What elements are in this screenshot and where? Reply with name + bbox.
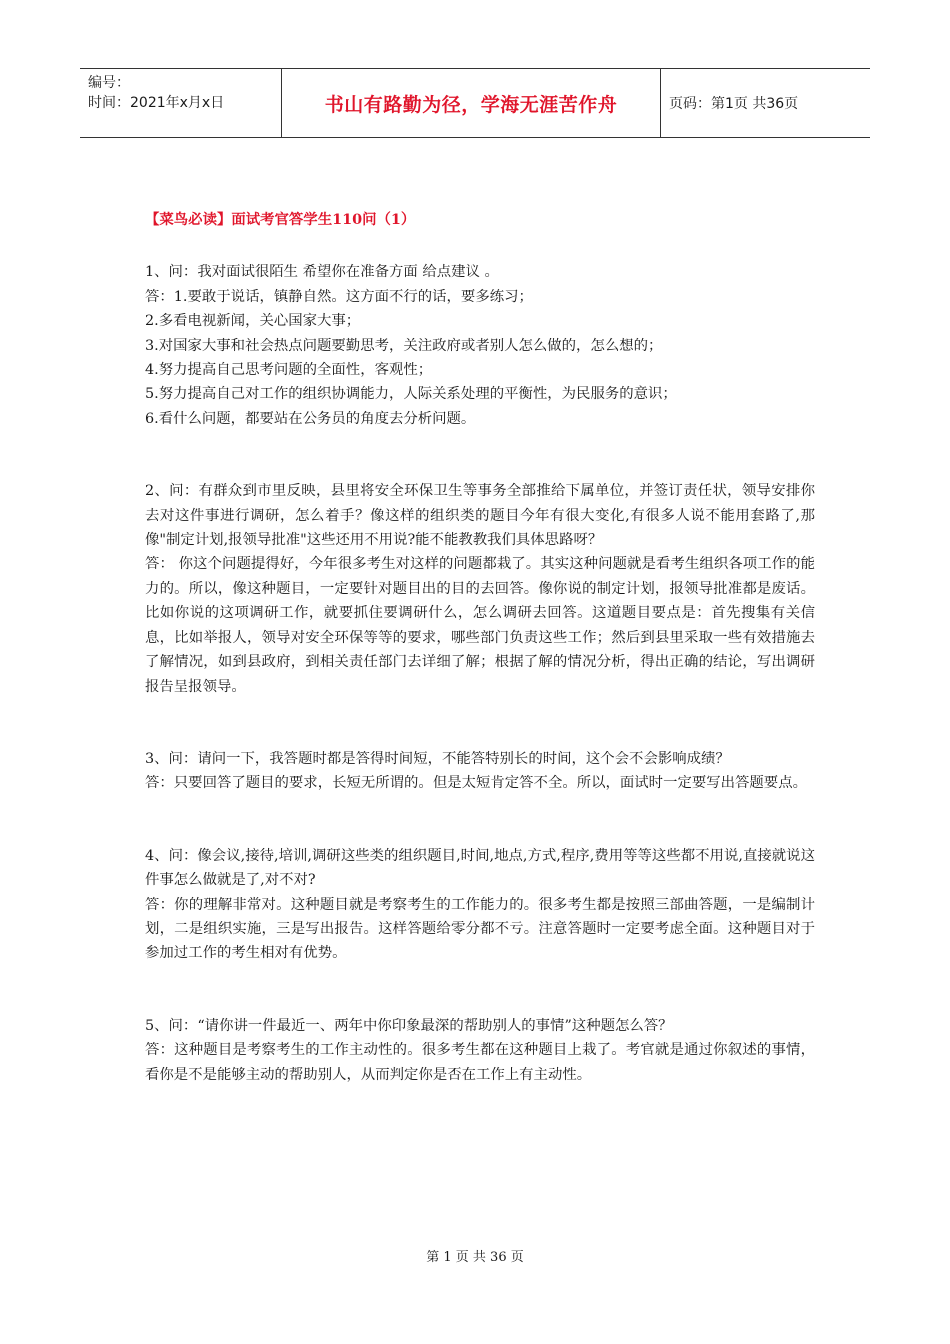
qa-line: 答：1.要敢于说话，镇静自然。这方面不行的话，要多练习； bbox=[145, 288, 533, 305]
qa-line: 5.努力提高自己对工作的组织协调能力，人际关系处理的平衡性，为民服务的意识； bbox=[145, 386, 677, 403]
qa-line: 2、问：有群众到市里反映，县里将安全环保卫生等事务全部推给下属单位，并签订责任状，领导安排你去对这件事进行调研，怎么着手？像这样的组织类的题目今年有很大变化,有很多人说不能用套路了,那像"制定计划,报领导批准"这些还用不用说?能不能教教我们具体思路呀？ bbox=[145, 483, 815, 549]
qa-item bbox=[145, 479, 815, 699]
qa-item bbox=[145, 747, 815, 796]
qa-line: 5、问：“请你讲一件最近一、两年中你印象最深的帮助别人的事情”这种题怎么答？ bbox=[145, 1017, 673, 1034]
qa-line: 3、问：请问一下，我答题时都是答得时间短，不能答特别长的时间，这个会不会影响成绩？ bbox=[145, 750, 730, 767]
page-header bbox=[80, 68, 870, 138]
qa-line: 答：只要回答了题目的要求，长短无所谓的。但是太短肯定答不全。所以，面试时一定要写出答题要点。 bbox=[145, 775, 807, 792]
qa-line: 答： 你这个问题提得好，今年很多考生对这样的问题都栽了。其实这种问题就是看考生组织各项工作的能力的。所以，像这种题目，一定要针对题目出的目的去回答。像你说的制定计划，报领导批准都是废话。比如你说的这项调研工作，就要抓住要调研什么，怎么调研去回答。这道题目要点是：首先搜集有关信息，比如举报人，领导对安全环保等等的要求，哪些部门负责这些工作；然后到县里采取一些有效措施去了解情况，如到县政府，到相关责任部门去详细了解；根据了解的情况分析，得出正确的结论，写出调研报告呈报领导。 bbox=[145, 556, 815, 695]
page-footer: 第 1 页 共 36 页 bbox=[426, 1250, 524, 1265]
document-body bbox=[145, 208, 815, 1135]
qa-line: 答：你的理解非常对。这种题目就是考察考生的工作能力的。很多考生都是按照三部曲答题，一是编制计划，二是组织实施，三是写出报告。这样答题给零分都不亏。注意答题时一定要考虑全面。这种题目对于参加过工作的考生相对有优势。 bbox=[145, 896, 815, 962]
qa-line: 6.看什么问题，都要站在公务员的角度去分析问题。 bbox=[145, 410, 476, 427]
qa-line: 4.努力提高自己思考问题的全面性，客观性； bbox=[145, 362, 433, 379]
header-meta bbox=[80, 69, 282, 137]
qa-line: 1、问：我对面试很陌生 希望你在准备方面 给点建议 。 bbox=[145, 264, 499, 281]
document-title: 【菜鸟必读】面试考官答学生110问（1） bbox=[145, 211, 416, 228]
qa-item bbox=[145, 844, 815, 966]
header-motto: 书山有路勤为径，学海无涯苦作舟 bbox=[282, 69, 661, 137]
number-label: 编号： bbox=[88, 75, 130, 91]
qa-line: 4、问：像会议,接待,培训,调研这些类的组织题目,时间,地点,方式,程序,费用等等这些都不用说,直接就说这件事怎么做就是了,对不对? bbox=[145, 847, 815, 889]
qa-item bbox=[145, 1014, 815, 1087]
header-page-info: 页码：第1页 共36页 bbox=[669, 96, 799, 112]
qa-item bbox=[145, 260, 815, 431]
qa-line: 答：这种题目是考察考生的工作主动性的。很多考生都在这种题目上栽了。考官就是通过你叙述的事情，看你是不是能够主动的帮助别人，从而判定你是否在工作上有主动性。 bbox=[145, 1042, 815, 1083]
qa-line: 2.多看电视新闻，关心国家大事； bbox=[145, 313, 361, 330]
time-label: 时间：2021年x月x日 bbox=[88, 95, 225, 111]
qa-line: 3.对国家大事和社会热点问题要勤思考，关注政府或者别人怎么做的，怎么想的； bbox=[145, 337, 663, 354]
